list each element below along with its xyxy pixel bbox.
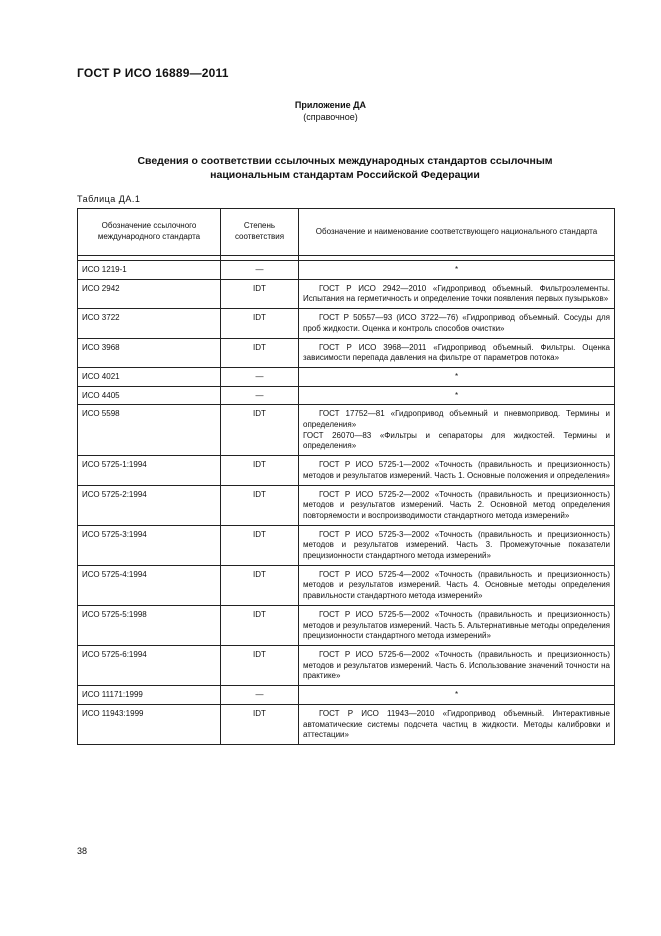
annex-title: Приложение ДА — [294, 100, 367, 110]
degree-cell: IDT — [221, 279, 299, 308]
national-cell: * — [299, 261, 615, 280]
iso-cell: ИСО 5725-3:1994 — [78, 525, 221, 565]
table-row — [78, 261, 615, 280]
table-row — [78, 309, 615, 338]
degree-cell: IDT — [221, 605, 299, 645]
table-row — [78, 456, 615, 485]
page-title-line-2: национальным стандартам Российской Федерации — [210, 169, 480, 181]
table-row — [78, 338, 615, 367]
iso-cell: ИСО 5725-4:1994 — [78, 565, 221, 605]
iso-cell: ИСО 4405 — [78, 386, 221, 405]
degree-cell: — — [221, 686, 299, 705]
national-cell: * — [299, 386, 615, 405]
national-cell — [299, 279, 615, 308]
iso-cell: ИСО 5598 — [78, 405, 221, 456]
table-header-row — [78, 209, 615, 256]
table-row — [78, 525, 615, 565]
national-text: ГОСТ Р ИСО 2942—2010 «Гидропривод объемный. Фильтроэлементы. Испытания на герметичность и определение точки появления первых пузырьков» — [303, 283, 610, 304]
degree-cell: IDT — [221, 405, 299, 456]
iso-cell: ИСО 5725-1:1994 — [78, 456, 221, 485]
header-iso-standard: Обозначение ссылочного международного стандарта — [78, 209, 221, 256]
national-text: ГОСТ Р ИСО 5725-2—2002 «Точность (правильность и прецизионность) методов и результатов измерений. Часть 2. Основной метод определения повторяемости и воспроизводимости стандартного метода измерений» — [303, 489, 610, 520]
national-text: ГОСТ Р ИСО 5725-3—2002 «Точность (правильность и прецизионность) методов и результатов измерений. Часть 3. Промежуточные показатели прецизионности стандартного метода измерений» — [303, 529, 610, 561]
iso-cell: ИСО 4021 — [78, 367, 221, 386]
table-row — [78, 485, 615, 525]
degree-cell: — — [221, 367, 299, 386]
national-cell — [299, 309, 615, 338]
national-cell — [299, 485, 615, 525]
header-national-standard: Обозначение и наименование соответствующего национального стандарта — [299, 209, 615, 256]
annex-note: (справочное) — [303, 112, 358, 122]
iso-cell: ИСО 3968 — [78, 338, 221, 367]
national-cell — [299, 565, 615, 605]
iso-cell: ИСО 3722 — [78, 309, 221, 338]
iso-cell: ИСО 5725-5:1998 — [78, 605, 221, 645]
national-cell — [299, 405, 615, 456]
national-cell — [299, 704, 615, 744]
table-row — [78, 704, 615, 744]
national-text: ГОСТ Р ИСО 5725-5—2002 «Точность (правильность и прецизионность) методов и результатов измерений. Часть 5. Альтернативные методы определения прецизионности стандартного метода измерений» — [303, 609, 610, 641]
page-title-line-1: Сведения о соответствии ссылочных международных стандартов ссылочным — [137, 155, 553, 167]
national-cell — [299, 645, 615, 685]
degree-cell: IDT — [221, 309, 299, 338]
national-cell: * — [299, 686, 615, 705]
national-text-second: ГОСТ 26070—83 «Фильтры и сепараторы для жидкостей. Термины и определения» — [303, 430, 610, 451]
national-text: ГОСТ Р ИСО 5725-6—2002 «Точность (правильность и прецизионность) методов и результатов измерений. Часть 6. Использование значений точности на практике» — [303, 649, 610, 681]
table-row — [78, 405, 615, 456]
table-row — [78, 279, 615, 308]
document-code: ГОСТ Р ИСО 16889—2011 — [77, 66, 229, 80]
degree-cell: IDT — [221, 704, 299, 744]
correspondence-table — [77, 208, 615, 745]
table-caption: Таблица ДА.1 — [77, 194, 141, 204]
iso-cell: ИСО 1219-1 — [78, 261, 221, 280]
page-title — [77, 154, 613, 182]
national-text: ГОСТ Р ИСО 3968—2011 «Гидропривод объемный. Фильтры. Оценка зависимости перепада давления на фильтре от параметров потока» — [303, 342, 610, 363]
degree-cell: — — [221, 386, 299, 405]
table-row — [78, 565, 615, 605]
table-row — [78, 686, 615, 705]
iso-cell: ИСО 5725-2:1994 — [78, 485, 221, 525]
national-cell — [299, 456, 615, 485]
annex-heading — [0, 99, 661, 123]
national-cell: * — [299, 367, 615, 386]
degree-cell: IDT — [221, 338, 299, 367]
table-row — [78, 386, 615, 405]
iso-cell: ИСО 2942 — [78, 279, 221, 308]
degree-cell: IDT — [221, 456, 299, 485]
national-text: ГОСТ Р ИСО 5725-1—2002 «Точность (правильность и прецизионность) методов и результатов измерений. Часть 1. Основные положения и определения» — [303, 460, 610, 480]
national-cell — [299, 605, 615, 645]
page-number: 38 — [77, 846, 88, 856]
iso-cell: ИСО 11171:1999 — [78, 686, 221, 705]
degree-cell: IDT — [221, 645, 299, 685]
degree-cell: IDT — [221, 565, 299, 605]
degree-cell: IDT — [221, 525, 299, 565]
national-text: ГОСТ Р ИСО 5725-4—2002 «Точность (правильность и прецизионность) методов и результатов измерений. Часть 4. Основные методы определения правильности стандартного метода измерений» — [303, 569, 610, 601]
iso-cell: ИСО 11943:1999 — [78, 704, 221, 744]
table-row — [78, 367, 615, 386]
degree-cell: IDT — [221, 485, 299, 525]
table-row — [78, 605, 615, 645]
header-degree: Степень соответствия — [221, 209, 299, 256]
national-text: ГОСТ 17752—81 «Гидропривод объемный и пневмопривод. Термины и определения» — [303, 409, 610, 430]
degree-cell: — — [221, 261, 299, 280]
national-text: ГОСТ Р 50557—93 (ИСО 3722—76) «Гидропривод объемный. Сосуды для проб жидкости. Оценка и контроль способов очистки» — [303, 313, 610, 333]
national-text: ГОСТ Р ИСО 11943—2010 «Гидропривод объемный. Интерактивные автоматические системы подсчета частиц в жидкости. Методы калибровки и аттестации» — [303, 708, 610, 740]
national-cell — [299, 525, 615, 565]
iso-cell: ИСО 5725-6:1994 — [78, 645, 221, 685]
national-cell — [299, 338, 615, 367]
table-row — [78, 645, 615, 685]
